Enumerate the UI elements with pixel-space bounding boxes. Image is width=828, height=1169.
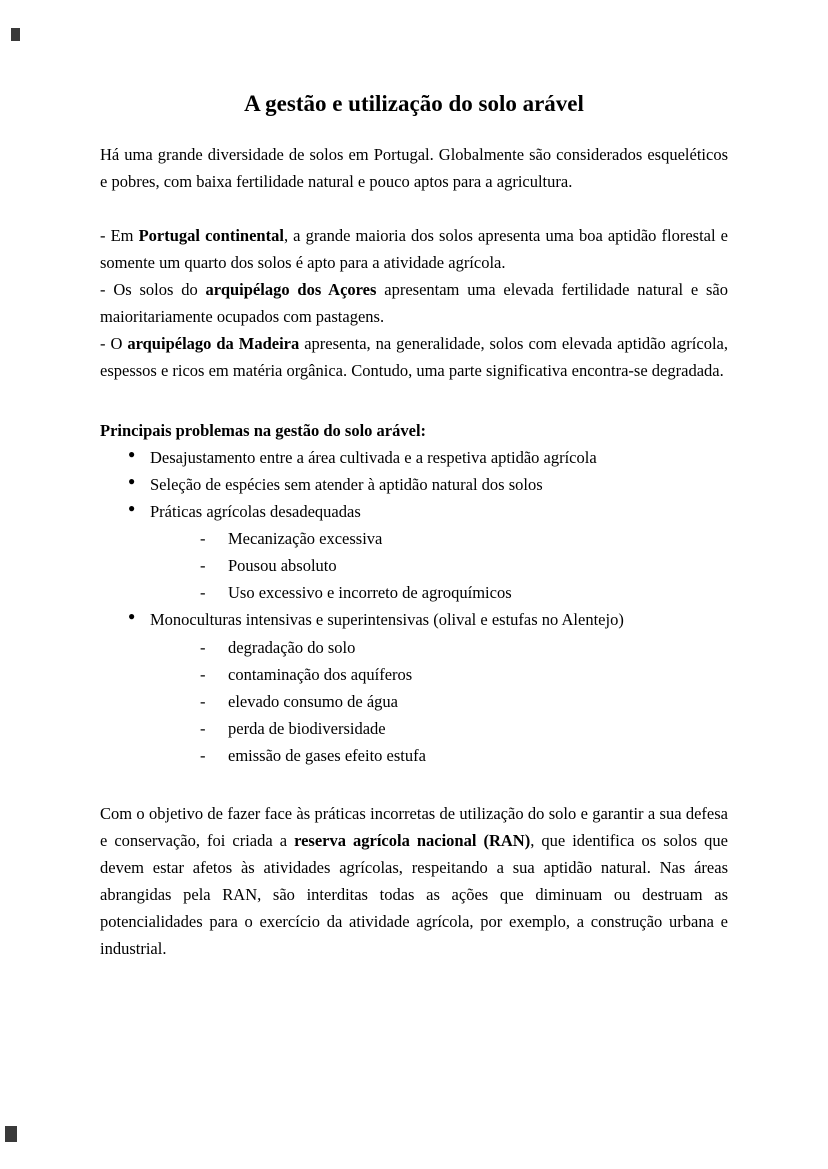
sub-list: [150, 525, 728, 606]
sub-list-item: - Mecanização excessiva: [200, 525, 728, 552]
intro-paragraph: Há uma grande diversidade de solos em Portugal. Globalmente são considerados esqueléticos e pobres, com baixa fertilidade natural e pouco aptos para a agricultura.: [100, 144, 728, 191]
conclusion-bold: reserva agrícola nacional (RAN): [294, 830, 531, 850]
region-bold: Portugal continental: [138, 225, 284, 245]
list-item: [128, 606, 728, 768]
region-text: - O: [100, 334, 128, 354]
bullet-icon: ●: [128, 501, 136, 516]
bullet-icon: ●: [128, 474, 136, 489]
problems-list: [100, 444, 728, 769]
list-item: [128, 471, 728, 498]
region-bold: arquipélago da Madeira: [127, 334, 300, 354]
regions-section: [100, 222, 728, 384]
problem-label: Práticas agrícolas desadequadas: [150, 502, 361, 522]
region-text: - Os solos do: [100, 279, 206, 299]
region-text: apresenta, na generalidade, solos com elevada aptidão agrícola, espessos e ricos em matéria orgânica. Contudo, uma parte significativa encontra-se degradada.: [100, 334, 728, 381]
region-paragraph-continental: [100, 222, 728, 276]
sub-list-item: - perda de biodiversidade: [200, 715, 728, 742]
region-paragraph-acores: [100, 276, 728, 330]
conclusion-paragraph: [100, 800, 728, 962]
bullet-icon: ●: [128, 609, 136, 624]
sub-list-item: - degradação do solo: [200, 634, 728, 661]
document-content: [100, 90, 728, 962]
problem-label: Seleção de espécies sem atender à aptidão natural dos solos: [150, 475, 543, 495]
bullet-icon: ●: [128, 447, 136, 462]
region-text: apresentam uma elevada fertilidade natural e são maioritariamente ocupados com pastagens.: [100, 279, 729, 326]
problem-label: Desajustamento entre a área cultivada e a respetiva aptidão agrícola: [150, 448, 597, 468]
sub-list: [150, 634, 728, 769]
conclusion-text: Com o objetivo de fazer face às práticas incorretas de utilização do solo e garantir a sua defesa e conservação, foi criada a: [100, 803, 728, 850]
region-text: - Em: [100, 225, 139, 245]
list-item: [128, 498, 728, 606]
sub-list-item: - emissão de gases efeito estufa: [200, 742, 728, 769]
sub-list-item: - elevado consumo de água: [200, 688, 728, 715]
sub-list-item: - contaminação dos aquíferos: [200, 661, 728, 688]
region-bold: arquipélago dos Açores: [205, 279, 377, 299]
list-item: [128, 444, 728, 471]
scan-artifact-bottom: [5, 1126, 17, 1142]
sub-list-item: - Pousou absoluto: [200, 552, 728, 579]
problem-label: Monoculturas intensivas e superintensivas (olival e estufas no Alentejo): [150, 610, 624, 630]
conclusion-text: , que identifica os solos que devem estar afetos às atividades agrícolas, respeitando a sua aptidão natural. Nas áreas abrangidas pela RAN, são interditas todas as ações que diminuam ou destruam as potencialidades para o exercício da atividade agrícola, por exemplo, a construção urbana e industrial.: [100, 830, 728, 958]
problems-heading: Principais problemas na gestão do solo arável:: [100, 421, 427, 441]
region-paragraph-madeira: [100, 330, 728, 384]
scan-artifact-top: [11, 28, 20, 41]
region-text: , a grande maioria dos solos apresenta uma boa aptidão florestal e somente um quarto dos solos é apto para a atividade agrícola.: [100, 225, 728, 272]
page-title: A gestão e utilização do solo arável: [244, 91, 584, 116]
sub-list-item: - Uso excessivo e incorreto de agroquímicos: [200, 579, 728, 606]
